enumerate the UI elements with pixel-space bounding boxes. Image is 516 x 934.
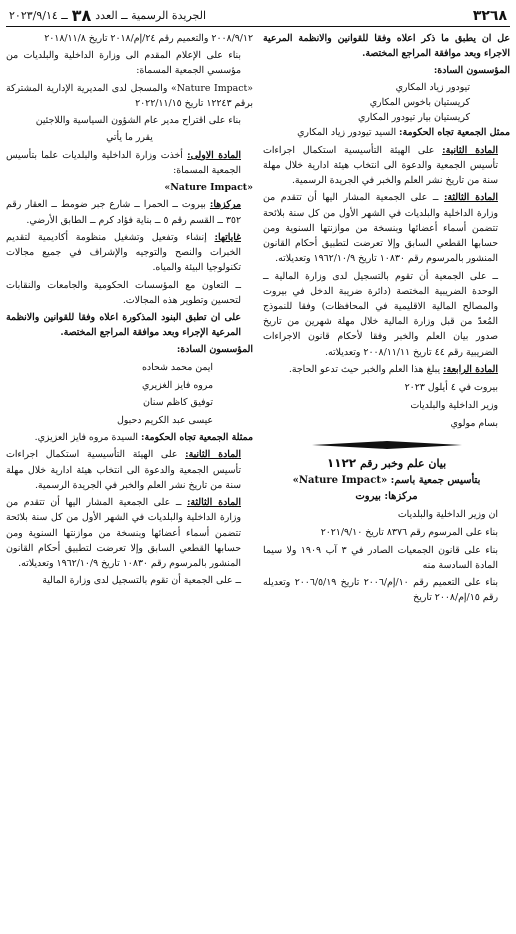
founder-name: عيسى عبد الكريم دحبول — [117, 415, 213, 427]
founder-name: ايمن محمد شحاده — [142, 361, 213, 373]
headquarters — [6, 197, 253, 227]
goals — [6, 230, 253, 276]
article-2 — [6, 447, 253, 493]
article-2-text: على الهيئة التأسيسية استكمال اجراءات تأسيس الجمعية والدعوة الى انتخاب هيئة ادارية خلال مهلة سنة من تاريخ نشر العلم والخبر في الجريدة الرسمية. — [263, 144, 498, 187]
government-rep — [263, 125, 510, 140]
decides-heading: يقرر ما يأتي — [106, 132, 153, 144]
article-1 — [6, 148, 253, 178]
article-3-text: ــ على الجمعية المشار اليها أن تتقدم من وزارة الداخلية والبلديات في الشهر الأول من كل سنة بلائحة تتضمن أسماء أعضائها وبنسخة من موازنتها السنوية ومن حسابها القطعي السابق وإلا تعرضت لتطبيق أحكام القانون المنشور بالمرسوم رقم ١٠٨٣٠ تاريخ ١٩٦٢/١٠/٩ وتعديلاته. — [6, 497, 241, 569]
basis-circular: بناء على التعميم رقم ١٠/إم/٢٠٠٦ تاريخ ٢٠٠٦/٥/١٩ وتعديله رقم ١٥/إم/٢٠٠٨ تاريخ — [263, 577, 499, 604]
goals-text: إنشاء وتفعيل وتشغيل منظومة أكاديمية لتقديم الخبرات والنصح والتوجيه والإشراف في جميع مجالات تكنولوجيا البيئة والمياه. — [6, 231, 241, 274]
government-rep-label: ممثل الجمعية تجاه الحكومة: — [399, 127, 510, 139]
basis-law: بناء على قانون الجمعيات الصادر في ٣ آب ١٩٠٩ ولا سيما المادة السادسة منه — [263, 544, 499, 571]
government-rep-value: السيدة مروه فايز العزيزي. — [34, 432, 139, 444]
continued-condition: عل ان يطبق ما ذكر اعلاه وفقا للقوانين والانظمة المرعية الاجراء وبعد موافقة المراجع المختصة. — [263, 33, 510, 60]
government-rep-value: السيد تيودور زياد المكاري — [297, 127, 397, 139]
basis-registration: «Nature Impact» والمسجل لدى المديرية الإدارية المشتركة برقم ١٢٢٤٣ تاريخ ٢٠٢٢/١١/١٥ — [6, 82, 253, 109]
article-4-text: يبلغ هذا العلم والخبر حيث تدعو الحاجة. — [288, 363, 441, 375]
founders-label: المؤسسون السادة: — [433, 65, 510, 77]
article-4 — [263, 362, 510, 377]
founder-name: كريستيان باخوس المكاري — [369, 96, 470, 108]
issue-number: ٣٨ — [71, 6, 92, 25]
basis-notification: بناء على الإعلام المقدم الى وزارة الداخلية والبلديات من مؤسسي الجمعية المسماة: — [6, 50, 241, 77]
divider-ornament — [312, 440, 462, 450]
founder-name: مروه فايز الغزيري — [142, 379, 213, 391]
page-number: ٣٢٦٨ — [472, 8, 507, 24]
government-rep — [6, 430, 253, 445]
circular-continued: ٢٠٠٨/٩/١٢ والتعميم رقم ٢٤/إم/٢٠١٨ تاريخ ٢٠١٨/١١/٨ — [44, 33, 253, 44]
goals-label: غاياتها: — [214, 231, 241, 243]
notice-title-text: بيان علم وخبر رقم — [359, 456, 447, 470]
issue-date: ــ ٢٠٢٣/٩/١٤ — [9, 9, 68, 22]
founders-label: المؤسسون السادة: — [176, 344, 253, 356]
minister-name: بسام مولوي — [450, 417, 498, 429]
notice-title — [263, 454, 510, 473]
article-3-tax: ــ على الجمعية أن تقوم بالتسجيل لدى وزارة المالية ــ الوحدة الضريبية المختصة (دائرة ضريبة الدخل في بيروت والمصالح المالية الاقليمية في المحافظات) وفقا للنموذج المُعدّ من قبل وزارة المالية خلال مهلة شهرين من تاريخ صدور بيان العلم والخبر وفقا لأحكام قانون الاجراءات الضريبية رقم ٤٤ تاريخ ٢٠٠٨/١١/١١ وتعديلاته. — [263, 270, 498, 358]
basis-decree: بناء على المرسوم رقم ٨٣٧٦ تاريخ ٢٠٢١/٩/١٠ — [320, 527, 498, 539]
headquarters-text: بيروت ــ الحمرا ــ شارع جبر ضومط ــ العقار رقم ٣٥٢ ــ القسم رقم ٥ ــ بناية فؤاد كرم ــ الطابق الأرضي. — [6, 199, 241, 226]
government-rep-label: ممثلة الجمعية تجاه الحكومة: — [141, 432, 253, 444]
article-2-label: المادة الثانية: — [185, 449, 241, 461]
article-3-label: المادة الثالثة: — [443, 192, 498, 204]
intro-line: ان وزير الداخلية والبلديات — [397, 508, 498, 520]
two-columns — [6, 31, 510, 608]
gazette-name: الجريدة الرسمية ــ العدد — [95, 9, 207, 22]
association-name: «Nature Impact» — [164, 182, 253, 194]
notice-subtitle: بتأسيس جمعية باسم: «Nature Impact» — [292, 475, 481, 487]
article-3-text: ــ على الجمعية المشار اليها أن تتقدم من وزارة الداخلية والبلديات في الشهر الأول من كل سنة بلائحة تتضمن أسماء أعضائها وبنسخة من موازنتها السنوية ومن حسابها القطعي السابق وإلا تعرضت لتطبيق أحكام القانون المنشور بالمرسوم رقم ١٠٨٣٠ تاريخ ١٩٦٢/١٠/٩ وتعديلاته. — [263, 192, 498, 265]
place-date: بيروت في ٤ أيلول ٢٠٢٣ — [404, 382, 498, 394]
goals-cooperation: ــ التعاون مع المؤسسات الحكومية والجامعات والنقابات لتحسين وتطوير هذه المجالات. — [6, 279, 241, 306]
minister-title: وزير الداخلية والبلديات — [410, 400, 498, 412]
founder-name: تيودور زياد المكاري — [395, 81, 470, 93]
conditions: على ان تطبق البنود المذكورة اعلاه وفقا للقوانين والانظمة المرعية الإجراء وبعد موافقة المراجع المختصة. — [6, 311, 241, 339]
founder-name: كريستيان بيار تيودور المكاري — [357, 112, 470, 124]
article-1-label: المادة الاولى: — [187, 149, 242, 161]
basis-proposal: بناء على اقتراح مدير عام الشؤون السياسية واللاجئين — [35, 115, 241, 127]
founder-name: توفيق كاظم سنان — [143, 397, 213, 409]
notice-number: ١١٢٢ — [326, 455, 357, 470]
right-column — [263, 31, 510, 608]
gazette-masthead — [9, 7, 206, 25]
article-2-text: على الهيئة التأسيسية استكمال اجراءات تأسيس الجمعية والدعوة الى انتخاب هيئة ادارية خلال مهلة سنة من تاريخ نشر العلم والخبر في الجريدة الرسمية. — [6, 449, 241, 491]
article-3 — [263, 190, 510, 266]
article-4-label: المادة الرابعة: — [443, 363, 498, 375]
headquarters-label: مركزها: — [209, 199, 242, 211]
page-header — [6, 5, 510, 27]
article-3-tax: ــ على الجمعية أن تقوم بالتسجيل لدى وزارة المالية — [42, 575, 241, 587]
section-divider — [263, 440, 510, 450]
article-3-label: المادة الثالثة: — [186, 497, 241, 509]
article-2-label: المادة الثانية: — [442, 144, 498, 156]
article-3 — [6, 495, 253, 571]
left-column — [6, 31, 253, 608]
notice-headquarters: مركزها: بيروت — [355, 491, 418, 503]
article-2 — [263, 143, 510, 189]
article-1-text: أخذت وزارة الداخلية والبلديات علما بتأسيس الجمعية المسماة: — [6, 149, 241, 176]
